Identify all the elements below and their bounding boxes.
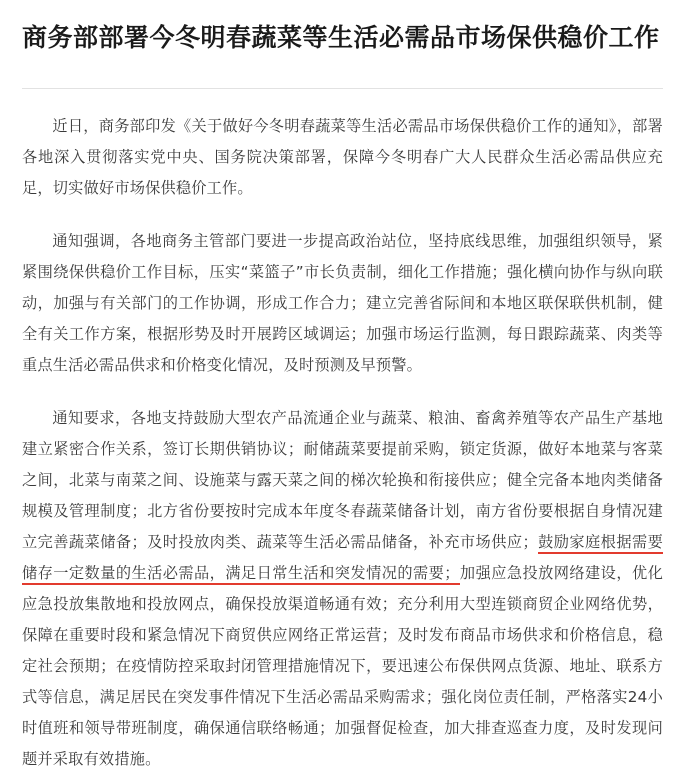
article-paragraph bbox=[22, 403, 663, 775]
page-title: 商务部部署今冬明春蔬菜等生活必需品市场保供稳价工作 bbox=[22, 23, 660, 52]
paragraph-segment: 加强应急投放网络建设，优化应急投放集散地和投放网点，确保投放渠道畅通有效；充分利用大型连锁商贸企业网络优势，保障在重要时段和紧急情况下商贸供应网络正常运营；及时发布商品市场供求和价格信息，稳定社会预期；在疫情防控采取封闭管理措施情况下，要迅速公布保供网点货源、地址、联系方式等信息，满足居民在突发事件情况下生活必需品采购需求；强化岗位责任制，严格落实24小时值班和领导带班制度，确保通信联络畅通；加强督促检查，加大排查巡查力度，及时发现问题并采取有效措施。 bbox=[22, 564, 663, 768]
paragraph-segment-highlighted: 鼓励家庭根据需要储存一定数量的生活必需品，满足日常生活和突发情况的需要； bbox=[22, 533, 663, 585]
article-paragraph: 通知强调，各地商务主管部门要进一步提高政治站位，坚持底线思维，加强组织领导，紧紧围绕保供稳价工作目标，压实“菜篮子”市长负责制，细化工作措施；强化横向协作与纵向联动，加强与有关部门的工作协调，形成工作合力；建立完善省际间和本地区联保联供机制，健全有关工作方案，根据形势及时开展跨区域调运；加强市场运行监测，每日跟踪蔬菜、肉类等重点生活必需品供求和价格变化情况，及时预测及早预警。 bbox=[22, 232, 663, 374]
paragraph-segment: 通知要求，各地支持鼓励大型农产品流通企业与蔬菜、粮油、畜禽养殖等农产品生产基地建立紧密合作关系，签订长期供销协议；耐储蔬菜要提前采购，锁定货源，做好本地菜与客菜之间，北菜与南菜之间、设施菜与露天菜之间的梯次轮换和衔接供应；健全完备本地肉类储备规模及管理制度；北方省份要按时完成本年度冬春蔬菜储备计划，南方省份要根据自身情况建立完善蔬菜储备；及时投放肉类、蔬菜等生活必需品储备，补充市场供应； bbox=[22, 409, 663, 551]
article-body bbox=[0, 111, 685, 775]
title-divider bbox=[22, 88, 663, 89]
article-paragraph: 近日，商务部印发《关于做好今冬明春蔬菜等生活必需品市场保供稳价工作的通知》，部署各地深入贯彻落实党中央、国务院决策部署，保障今冬明春广大人民群众生活必需品供应充足，切实做好市场保供稳价工作。 bbox=[22, 117, 663, 197]
